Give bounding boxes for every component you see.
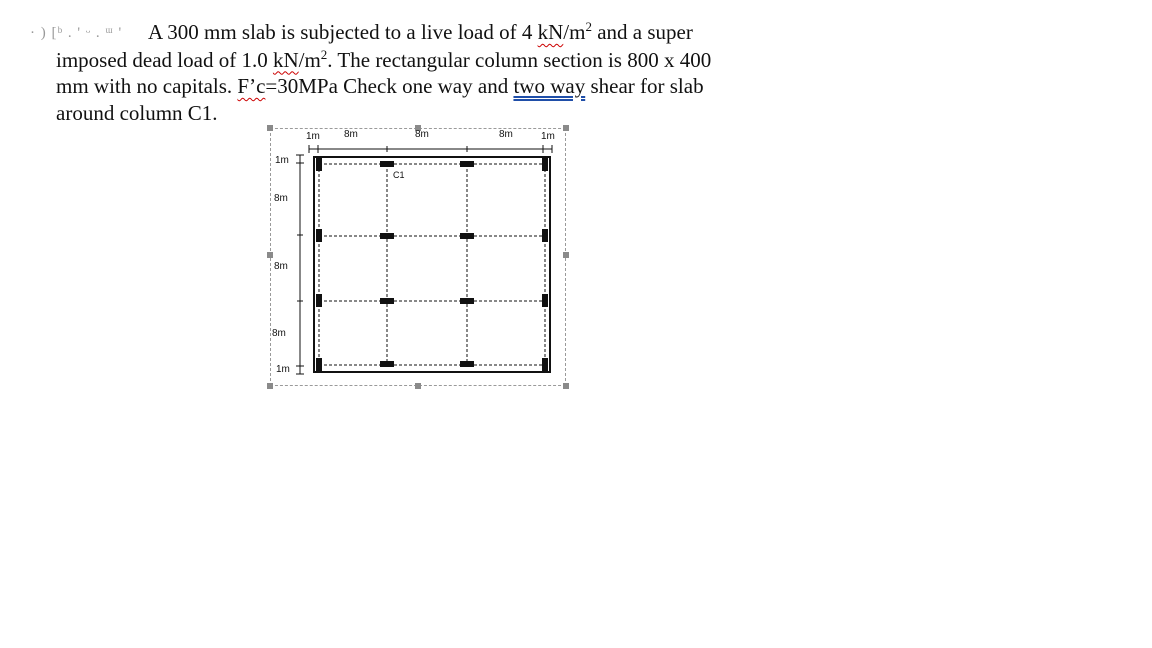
- left-dim-label: 8m: [274, 261, 288, 272]
- superscript: 2: [320, 46, 328, 62]
- column-c1: [380, 161, 394, 167]
- problem-line-4: around column C1.: [56, 100, 218, 125]
- spell-flagged-unit: kN: [537, 20, 564, 44]
- column-edge: [542, 229, 548, 242]
- left-dim-label: 8m: [272, 328, 286, 339]
- column-edge: [316, 294, 322, 307]
- column: [460, 298, 474, 304]
- column-edge: [542, 294, 548, 307]
- column-c1-label: C1: [393, 170, 405, 180]
- column-edge: [316, 229, 322, 242]
- left-dim-label: 1m: [275, 155, 289, 166]
- text-segment: imposed dead load of 1.0: [56, 47, 273, 72]
- problem-line-1: [0, 19, 800, 47]
- top-dim-label: 8m: [415, 129, 429, 140]
- column: [380, 298, 394, 304]
- grammar-flagged-phrase: two way: [513, 74, 586, 98]
- text-segment: and a super: [591, 20, 693, 44]
- spell-flagged-unit: kN: [272, 47, 299, 72]
- problem-line-3: [0, 73, 800, 100]
- text-segment: A 300 mm slab is subjected to a live load of 4: [148, 20, 538, 44]
- column-edge: [542, 158, 548, 171]
- column: [380, 233, 394, 239]
- column: [380, 361, 394, 367]
- left-dim-label: 1m: [276, 364, 290, 375]
- spell-flagged-fc: F’c: [237, 74, 266, 98]
- left-dim-label: 8m: [274, 193, 288, 204]
- column: [460, 233, 474, 239]
- column: [460, 161, 474, 167]
- text-segment: shear for slab: [585, 74, 704, 98]
- problem-statement: [0, 19, 800, 126]
- top-dim-label: 1m: [541, 131, 555, 142]
- slab-plan-figure[interactable]: [270, 128, 566, 386]
- text-segment: /m: [298, 47, 321, 72]
- top-dim-label: 8m: [499, 129, 513, 140]
- text-segment: mm with no capitals.: [56, 74, 238, 98]
- top-dim-label: 1m: [306, 131, 320, 142]
- text-segment: =30MPa Check one way and: [265, 74, 514, 98]
- column-grid-lines: [319, 164, 545, 365]
- column: [460, 361, 474, 367]
- garbled-prefix: · ) [ᵇ . ' ᵕ . ᵚ ': [30, 25, 123, 41]
- column-edge: [316, 158, 322, 171]
- top-dim-label: 8m: [344, 129, 358, 140]
- text-segment: /m: [563, 20, 586, 44]
- top-dimension-line: [309, 145, 552, 153]
- slab-outline: [314, 157, 550, 372]
- column-edge: [542, 358, 548, 371]
- left-dimension-line: [296, 155, 304, 374]
- text-segment: . The rectangular column section is 800 x 400: [327, 47, 712, 72]
- columns: [316, 158, 548, 371]
- superscript: 2: [585, 19, 592, 34]
- column-edge: [316, 358, 322, 371]
- slab-plan-drawing: [271, 129, 565, 385]
- problem-line-2: [0, 47, 800, 74]
